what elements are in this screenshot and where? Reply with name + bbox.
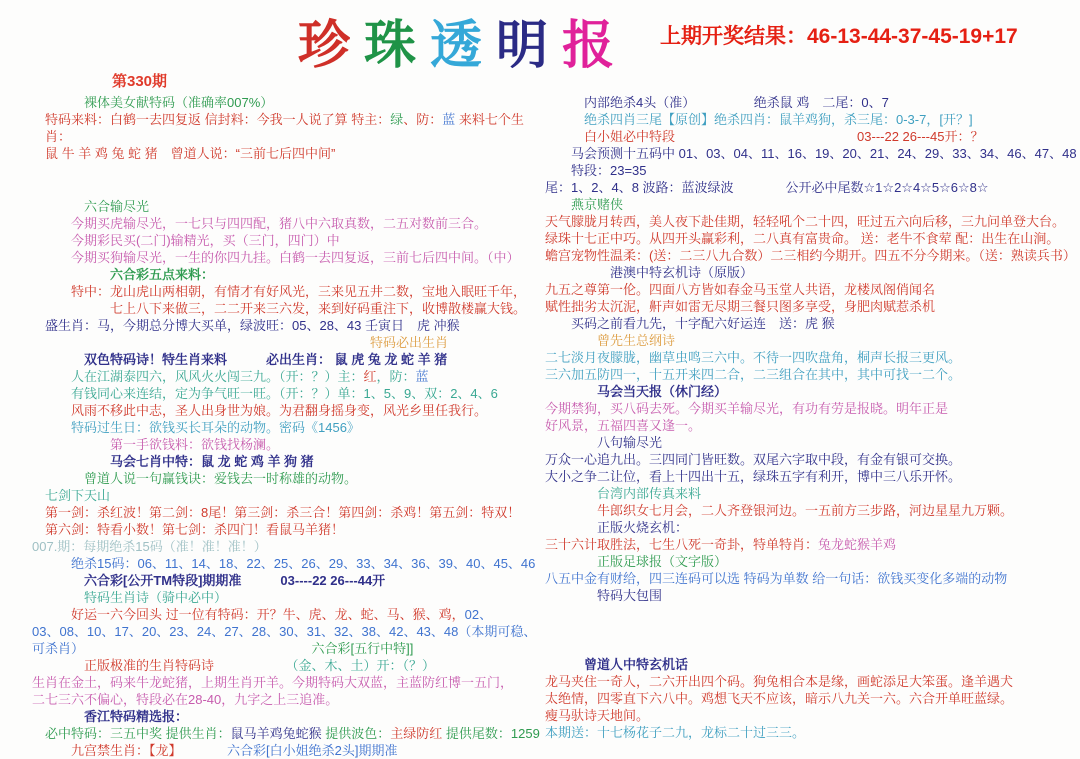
text-line xyxy=(32,572,544,589)
text-line xyxy=(545,213,1077,230)
text-segment: 好运一六今回头 过一位有特码：开？牛、虎、龙、蛇、马、猴、鸡， xyxy=(71,607,465,622)
text-segment: 主绿防红 xyxy=(390,726,443,741)
text-line xyxy=(32,283,544,300)
title-character: 明 xyxy=(496,15,549,76)
text-line xyxy=(545,468,1077,485)
text-line xyxy=(545,196,1077,213)
page-title xyxy=(298,12,628,84)
text-segment: 正版极准的生肖特码诗 xyxy=(84,658,215,673)
left-column xyxy=(32,94,544,759)
text-line xyxy=(32,657,544,674)
text-segment: 八句输尽光 xyxy=(597,435,663,450)
text-segment: 02、 xyxy=(464,607,493,622)
text-segment: 人在江湖泰四六，风风火火闯三九。（开：？）主： xyxy=(71,369,364,384)
text-line xyxy=(545,145,1080,179)
text-segment: 六合输尽光 xyxy=(84,199,150,214)
text-line xyxy=(32,215,544,232)
text-segment: 第一手欲钱料：欲钱找杨澜。 xyxy=(110,437,280,452)
text-line xyxy=(545,673,1077,690)
text-segment: 七上八下来做三，二二开来三六发，来到好码重注下，收博散楼赢大钱。 xyxy=(110,301,527,316)
text-line xyxy=(32,708,544,725)
title-character: 透 xyxy=(430,15,483,76)
text-line xyxy=(32,334,544,351)
text-segment: 特码来料：白鹤一去四复返 信封料：今我一人说了算 特主： xyxy=(45,112,391,127)
text-line xyxy=(32,606,544,623)
text-segment: 蟾宫宠物性温柔：(送：二三八九合数）二三相约今期开。四五不分今期来。（送：熟读兵书） xyxy=(545,248,1076,263)
text-segment: 七剑下天山 xyxy=(45,488,111,503)
text-line xyxy=(545,94,1077,111)
text-segment: 香江特码精选报： xyxy=(84,709,189,724)
text-line xyxy=(32,351,544,368)
text-line xyxy=(32,504,544,521)
text-segment: 马会预测十五码中 01、03、04、11、16、19、20、21、24、29、33、34、46、47、48 特段：23=35 xyxy=(571,146,1080,178)
text-segment: 必中特码：三五中奖 提供生肖： xyxy=(45,726,231,741)
text-line xyxy=(32,691,544,708)
title-character: 珠 xyxy=(364,15,417,76)
text-segment: 今期彩民买(二门)输精光，买（三门，四门）中 xyxy=(71,233,340,248)
text-segment: 特码生肖诗（骑中必中） xyxy=(84,590,228,605)
text-segment: 白小姐必中特段 xyxy=(584,129,676,144)
text-segment: 太绝情，四零直下六八中。鸡想飞天不应该，暗示八九关一六。六合开单旺蓝绿。 xyxy=(545,691,1014,706)
text-segment: 第一剑：杀红波！第二剑：8尾！第三剑：杀三合！第四剑：杀鸡！第五剑：特双！ xyxy=(45,505,521,520)
text-segment: 好风景，五福四喜又逢一。 xyxy=(545,418,702,433)
text-segment: 曾道人说一句赢钱诀：爱钱去一时称雄的动物。 xyxy=(84,471,358,486)
text-segment: 正版火烧玄机： xyxy=(597,520,689,535)
text-line xyxy=(545,111,1077,128)
text-segment: 港澳中特玄机诗（原版） xyxy=(610,265,754,280)
text-segment: 鼠马羊鸡兔蛇猴 xyxy=(230,726,322,741)
text-line xyxy=(545,485,1077,502)
text-segment: 二七淡月夜朦胧，幽草虫鸣三六中。不待一四吹盘角，桐声长报三更风。 xyxy=(545,350,962,365)
text-segment: 买码之前看九先，十字配六好运连 送：虎 猴 xyxy=(571,316,835,331)
text-segment: 瘦马驮诗天地间。 xyxy=(545,708,650,723)
text-segment xyxy=(214,658,292,673)
text-segment: 六合彩[五行中特]] xyxy=(311,641,414,656)
text-segment: 盛生肖：马，今期总分博大买单，绿波旺：05、28、43 壬寅日 虎 冲猴 xyxy=(45,318,460,333)
text-line xyxy=(32,640,544,657)
text-line xyxy=(32,725,544,742)
text-line xyxy=(545,315,1077,332)
text-segment: 特码过生日：欲钱买长耳朵的动物。密码《1456》 xyxy=(71,420,360,435)
text-line xyxy=(32,487,544,504)
text-line xyxy=(32,555,544,572)
text-line xyxy=(545,451,1077,468)
text-segment: 红 xyxy=(363,369,377,384)
text-segment: 牛郎织女七月会，二人齐登银河边。一五前方三步路，河边星星九万颗。 xyxy=(597,503,1014,518)
text-line xyxy=(545,502,1077,519)
text-segment: 三十六计取胜法，七生八死一奇卦，特单特肖： xyxy=(545,537,819,552)
text-segment: 提供波色： xyxy=(321,726,391,741)
text-line xyxy=(545,128,1077,145)
text-segment: 007.期：每期绝杀15码（准！准！准！） xyxy=(32,539,267,554)
text-segment: 裸体美女献特码（准确率007%） xyxy=(84,95,274,110)
text-segment: 今期买虎输尽光，一七只与四四配，猪八中六取真数，二五对数前三合。 xyxy=(71,216,488,231)
text-line xyxy=(32,402,544,419)
text-line xyxy=(545,587,1077,604)
text-line xyxy=(32,521,544,538)
text-segment: 有钱同心来连结，定为争气旺一旺。（开：？）单：1、5、9、双：2、4、6 xyxy=(71,386,498,401)
text-line xyxy=(545,383,1077,400)
text-segment: 大小之争二让位，看上十四出十五，绿珠五字有利开，博中三八乐开怀。 xyxy=(545,469,962,484)
text-segment: 、防： xyxy=(403,112,443,127)
text-segment: 03、08、10、17、20、23、24、27、28、30、31、32、38、42、43、48（本期可稳、 xyxy=(32,624,537,639)
text-line xyxy=(545,724,1077,741)
text-segment: 九宫禁生肖：【龙】 xyxy=(71,743,176,758)
text-line xyxy=(545,281,1077,298)
text-line xyxy=(545,298,1077,315)
text-line xyxy=(545,349,1077,366)
text-segment: 尾：1、2、4、8 波路：蓝波绿波 公开必中尾数☆1☆2☆4☆5☆6☆8☆ xyxy=(545,180,989,195)
text-line xyxy=(545,656,1077,673)
text-segment: 正版足球报（文字版） xyxy=(597,554,728,569)
text-line xyxy=(32,623,544,640)
title-character: 珍 xyxy=(298,15,351,76)
text-line xyxy=(545,332,1077,349)
text-segment: 天气朦胧月转西，美人夜下赴佳期，轻轻吼个二十四，旺过五六向后移，三九问单登大台。 xyxy=(545,214,1066,229)
text-segment: 马会七肖中特：鼠 龙 蛇 鸡 羊 狗 猪 xyxy=(110,454,314,469)
text-segment: 六合彩五点来料： xyxy=(110,267,215,282)
text-line xyxy=(545,417,1077,434)
text-line xyxy=(32,198,544,215)
text-segment: ，防： xyxy=(376,369,416,384)
previous-draw-result: 上期开奖结果：46-13-44-37-45-19+17 xyxy=(660,25,1018,48)
text-segment: 03---22 26---45开：？ xyxy=(857,129,984,144)
text-segment xyxy=(675,129,857,144)
text-line xyxy=(32,385,544,402)
text-line xyxy=(32,94,544,111)
text-segment: 万众一心追九出。三四同门皆旺数。双尾六字取中段，有金有银可交换。 xyxy=(545,452,962,467)
text-line xyxy=(32,419,544,436)
text-line xyxy=(32,111,544,145)
text-line xyxy=(545,570,1077,587)
text-line xyxy=(545,536,1077,553)
text-line xyxy=(32,317,544,334)
text-segment: 双色特码诗！特生肖来料 必出生肖： 鼠 虎 兔 龙 蛇 羊 猪 xyxy=(84,352,448,367)
text-segment: 今期禁狗，买八码去死。今期买羊输尽光，有功有劳是报晓。明年正是 xyxy=(545,401,949,416)
text-line xyxy=(32,232,544,249)
text-line xyxy=(32,249,544,266)
text-segment: 特码大包围 xyxy=(597,588,663,603)
text-segment: 蓝 xyxy=(415,369,429,384)
text-segment: 特中：龙山虎山两相朝，有情才有好风光，三来见五井二数，宝地入眠旺千年， xyxy=(71,284,527,299)
text-line xyxy=(32,368,544,385)
text-segment: 二七三六不偏心，特段必在28-40，九字之上三追准。 xyxy=(32,692,339,707)
text-line xyxy=(545,553,1077,570)
text-segment: 来料七个生肖： xyxy=(45,112,524,144)
text-segment: 内部绝杀4头（准） 绝杀鼠 鸡 二尾：0、7 xyxy=(584,95,889,110)
text-line xyxy=(32,589,544,606)
text-line xyxy=(32,453,544,470)
text-segment xyxy=(175,743,227,758)
text-segment: 提供尾数：1259 xyxy=(442,726,540,741)
text-segment xyxy=(78,641,312,656)
text-line xyxy=(545,434,1077,451)
text-segment: 风雨不移此中志，圣人出身世为娘。为君翻身摇身变，风光乡里任我行。 xyxy=(71,403,488,418)
text-segment: 绿珠十七正中巧。从四开头赢彩利，二八真有富贵命。 送：老牛不食荤 配：出生在山涧。 xyxy=(545,231,1060,246)
text-segment: 八五中金有财给，四三连码可以选 特码为单数 给一句话：欲钱买变化多端的动物 xyxy=(545,571,1008,586)
title-character: 报 xyxy=(562,15,615,76)
text-segment: 燕京赌侠 xyxy=(571,197,624,212)
text-segment: 曾先生总纲诗 xyxy=(597,333,676,348)
right-column xyxy=(545,94,1080,741)
text-segment: 六合彩[白小姐绝杀2头]期期准 xyxy=(227,743,398,758)
issue-number: 第330期 xyxy=(112,73,168,90)
text-segment: 龙马夹住一奇人，二六开出四个码。狗兔相合本是缘，画蛇添足大笨蛋。逢羊遇犬 xyxy=(545,674,1014,689)
text-segment: 赋性拙劣太沉泥，鼾声如雷无尽期三餐只图多享受，身肥肉赋惹杀机 xyxy=(545,299,936,314)
text-line xyxy=(545,400,1077,417)
text-line xyxy=(32,674,544,691)
text-segment: 曾道人中特玄机话 xyxy=(584,657,689,672)
text-segment: 生肖在金土，码来牛龙蛇猪，上期生肖开羊。今期特码大双蓝，主蓝防红博一五门， xyxy=(32,675,514,690)
text-segment: 绿 xyxy=(390,112,404,127)
text-line xyxy=(32,145,544,162)
text-segment: 蓝 xyxy=(442,112,456,127)
text-segment: 第六剑：特看小数！第七剑：杀四门！看鼠马羊猪！ xyxy=(45,522,345,537)
text-line xyxy=(32,742,544,759)
text-segment: 今期买狗输尽光，一生的你四九挂。白鹤一去四复返，三前七后四中间。（中） xyxy=(71,250,520,265)
text-line xyxy=(545,179,1077,196)
text-segment: （金、木、土）开：（？） xyxy=(292,658,436,673)
text-line xyxy=(545,247,1077,264)
text-line xyxy=(545,707,1077,724)
text-segment: 本期送：十七杨花子二九，龙标二十过三三。 xyxy=(545,725,806,740)
text-segment: 九五之尊第一伦。四面八方皆如春金马玉堂人共语，龙楼凤阁俏闻名 xyxy=(545,282,936,297)
text-segment: 可杀肖） xyxy=(32,641,78,656)
text-segment: 特码必出生肖 xyxy=(370,335,449,350)
text-segment: 绝杀15码：06、11、14、18、22、25、26、29、33、34、36、39、40、45、46 xyxy=(71,556,536,571)
text-segment: 兔龙蛇猴羊鸡 xyxy=(818,537,897,552)
text-segment: 台湾内部传真来料 xyxy=(597,486,702,501)
text-line xyxy=(32,300,544,317)
text-line xyxy=(545,230,1077,247)
text-line xyxy=(32,436,544,453)
text-line xyxy=(545,366,1077,383)
text-line xyxy=(545,519,1077,536)
text-line xyxy=(545,690,1077,707)
text-line xyxy=(32,266,544,283)
text-segment: 马会当天报（休门经） xyxy=(597,384,728,399)
text-segment: 六合彩[公开TM特段]期期准 03----22 26---44开 xyxy=(84,573,386,588)
text-segment: 鼠 牛 羊 鸡 兔 蛇 猪 曾道人说：“三前七后四中间” xyxy=(45,146,336,161)
text-line xyxy=(32,470,544,487)
text-segment: 绝杀四肖三尾【原创】绝杀四肖：鼠羊鸡狗，杀三尾：0-3-7，[开？] xyxy=(584,112,973,127)
text-line xyxy=(32,538,544,555)
text-line xyxy=(545,264,1077,281)
text-segment: 三六加五防四一，十五开来四二合，二三组合在其中，其中可找一二个。 xyxy=(545,367,962,382)
